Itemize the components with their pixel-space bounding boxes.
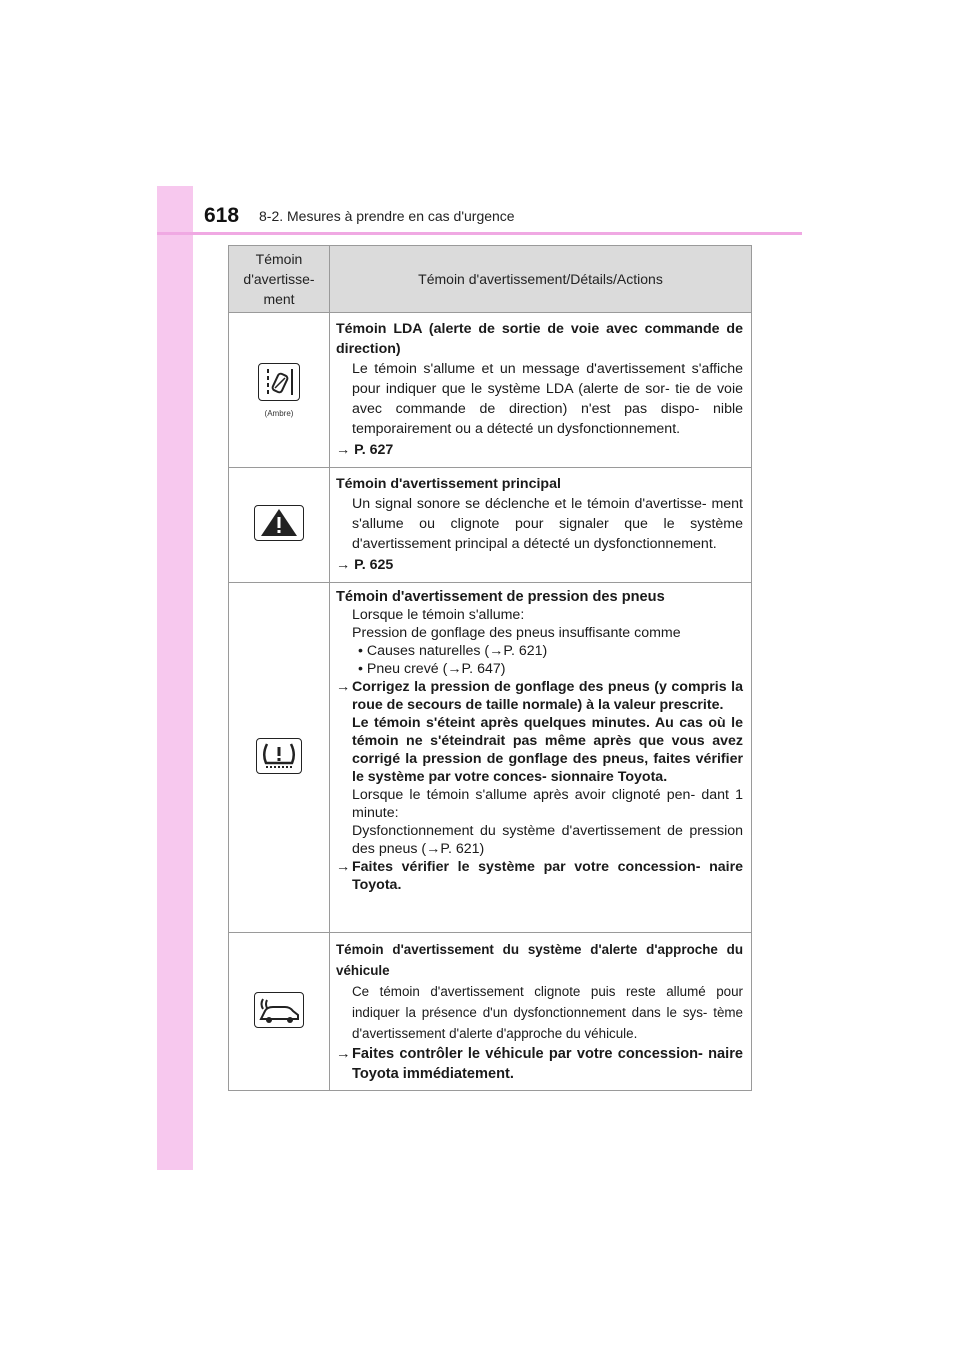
icon-cell: [229, 933, 330, 1091]
warning-light-table: [228, 245, 752, 1091]
details-cell: [330, 583, 752, 933]
section-title: 8-2. Mesures à prendre en cas d'urgence: [259, 208, 515, 224]
action-item: [336, 1044, 743, 1084]
details-cell: [330, 313, 752, 468]
details-cell: [330, 933, 752, 1091]
page-reference: [336, 554, 743, 576]
row-body: Ce témoin d'avertissement clignote puis reste allumé pour indiquer la présence d'un dysfonctionnement dans le sys- tème d'avertissement d'alerte d'approche du véhicule.: [352, 984, 743, 1041]
table-header-row: [229, 246, 752, 313]
page-ref-text: P. 625: [354, 557, 394, 573]
action-text: Le témoin s'éteint après quelques minutes. Au cas où le témoin ne s'éteindrait pas même après que vous avez corrigé la pression de gonflage des pneus, faites vérifier le système par votre conces- sionnaire Toyota.: [352, 715, 743, 785]
arrow-glyph: →: [426, 841, 441, 857]
arrow-glyph: →: [336, 442, 351, 458]
page-reference: [336, 439, 743, 461]
row-title: Témoin LDA (alerte de sortie de voie avec commande de direction): [336, 321, 743, 357]
page-ref-text: P. 627: [354, 442, 394, 458]
bullet-ref: P. 621): [503, 643, 548, 659]
arrow-glyph: →: [489, 643, 504, 659]
action-item: [336, 678, 743, 786]
page-number: 618: [204, 204, 240, 227]
bullet-ref: P. 647): [461, 661, 506, 677]
icon-cell: [229, 583, 330, 933]
details-cell: [330, 468, 752, 583]
arrow-glyph: →: [336, 679, 351, 695]
bullet-text: • Pneu crevé (: [358, 661, 448, 677]
lda-lane-departure-icon: [258, 363, 300, 401]
condition-line: Lorsque le témoin s'allume:: [352, 607, 525, 623]
table-row: [229, 583, 752, 933]
pink-sidebar: [157, 186, 193, 1170]
tire-pressure-warning-icon: [256, 738, 302, 774]
row-body: Le témoin s'allume et un message d'avertissement s'affiche pour indiquer que le système LDA (alerte de sor- tie de voie avec commande de direction) n'est pas dispo- nible temporairement ou a détecté un dysfonctionnement.: [352, 361, 743, 437]
icon-caption: (Ambre): [264, 408, 294, 418]
vehicle-proximity-alert-icon: [254, 992, 304, 1028]
table-row: [229, 933, 752, 1091]
row-title: Témoin d'avertissement de pression des pneus: [336, 589, 665, 605]
list-item: [336, 642, 743, 660]
arrow-glyph: →: [447, 661, 462, 677]
arrow-glyph: →: [336, 859, 351, 875]
header-rule: [157, 232, 802, 235]
action-text: Faites contrôler le véhicule par votre concession- naire Toyota immédiatement.: [352, 1046, 743, 1082]
row-body: Un signal sonore se déclenche et le témoin d'avertisse- ment s'allume ou clignote pour signaler que le système d'avertissement principal a détecté un dysfonctionnement.: [352, 496, 743, 552]
master-warning-triangle-icon: [254, 505, 304, 541]
arrow-glyph: →: [336, 1046, 351, 1062]
col-header-icon: Témoin d'avertisse- ment: [229, 246, 330, 313]
table-row: [229, 313, 752, 468]
col-header-details: Témoin d'avertissement/Détails/Actions: [330, 246, 752, 313]
condition-line: Pression de gonflage des pneus insuffisante comme: [352, 625, 681, 641]
action-text: Corrigez la pression de gonflage des pneus (y compris la roue de secours de taille normale) à la valeur prescrite.: [352, 679, 743, 713]
icon-cell: [229, 468, 330, 583]
list-item: [336, 660, 743, 678]
action-item: [336, 858, 743, 894]
condition-ref: P. 621): [440, 841, 485, 857]
condition-line: Lorsque le témoin s'allume après avoir clignoté pen- dant 1 minute:: [352, 787, 743, 821]
arrow-glyph: →: [336, 557, 351, 573]
bullet-text: • Causes naturelles (: [358, 643, 490, 659]
row-title: Témoin d'avertissement principal: [336, 476, 561, 492]
table-row: [229, 468, 752, 583]
action-text: Faites vérifier le système par votre concession- naire Toyota.: [352, 859, 743, 893]
condition-line: [336, 822, 743, 858]
row-title: Témoin d'avertissement du système d'alerte d'approche du véhicule: [336, 942, 743, 978]
condition-text: Dysfonctionnement du système d'avertissement de pression des pneus (: [352, 823, 743, 857]
icon-cell: [229, 313, 330, 468]
